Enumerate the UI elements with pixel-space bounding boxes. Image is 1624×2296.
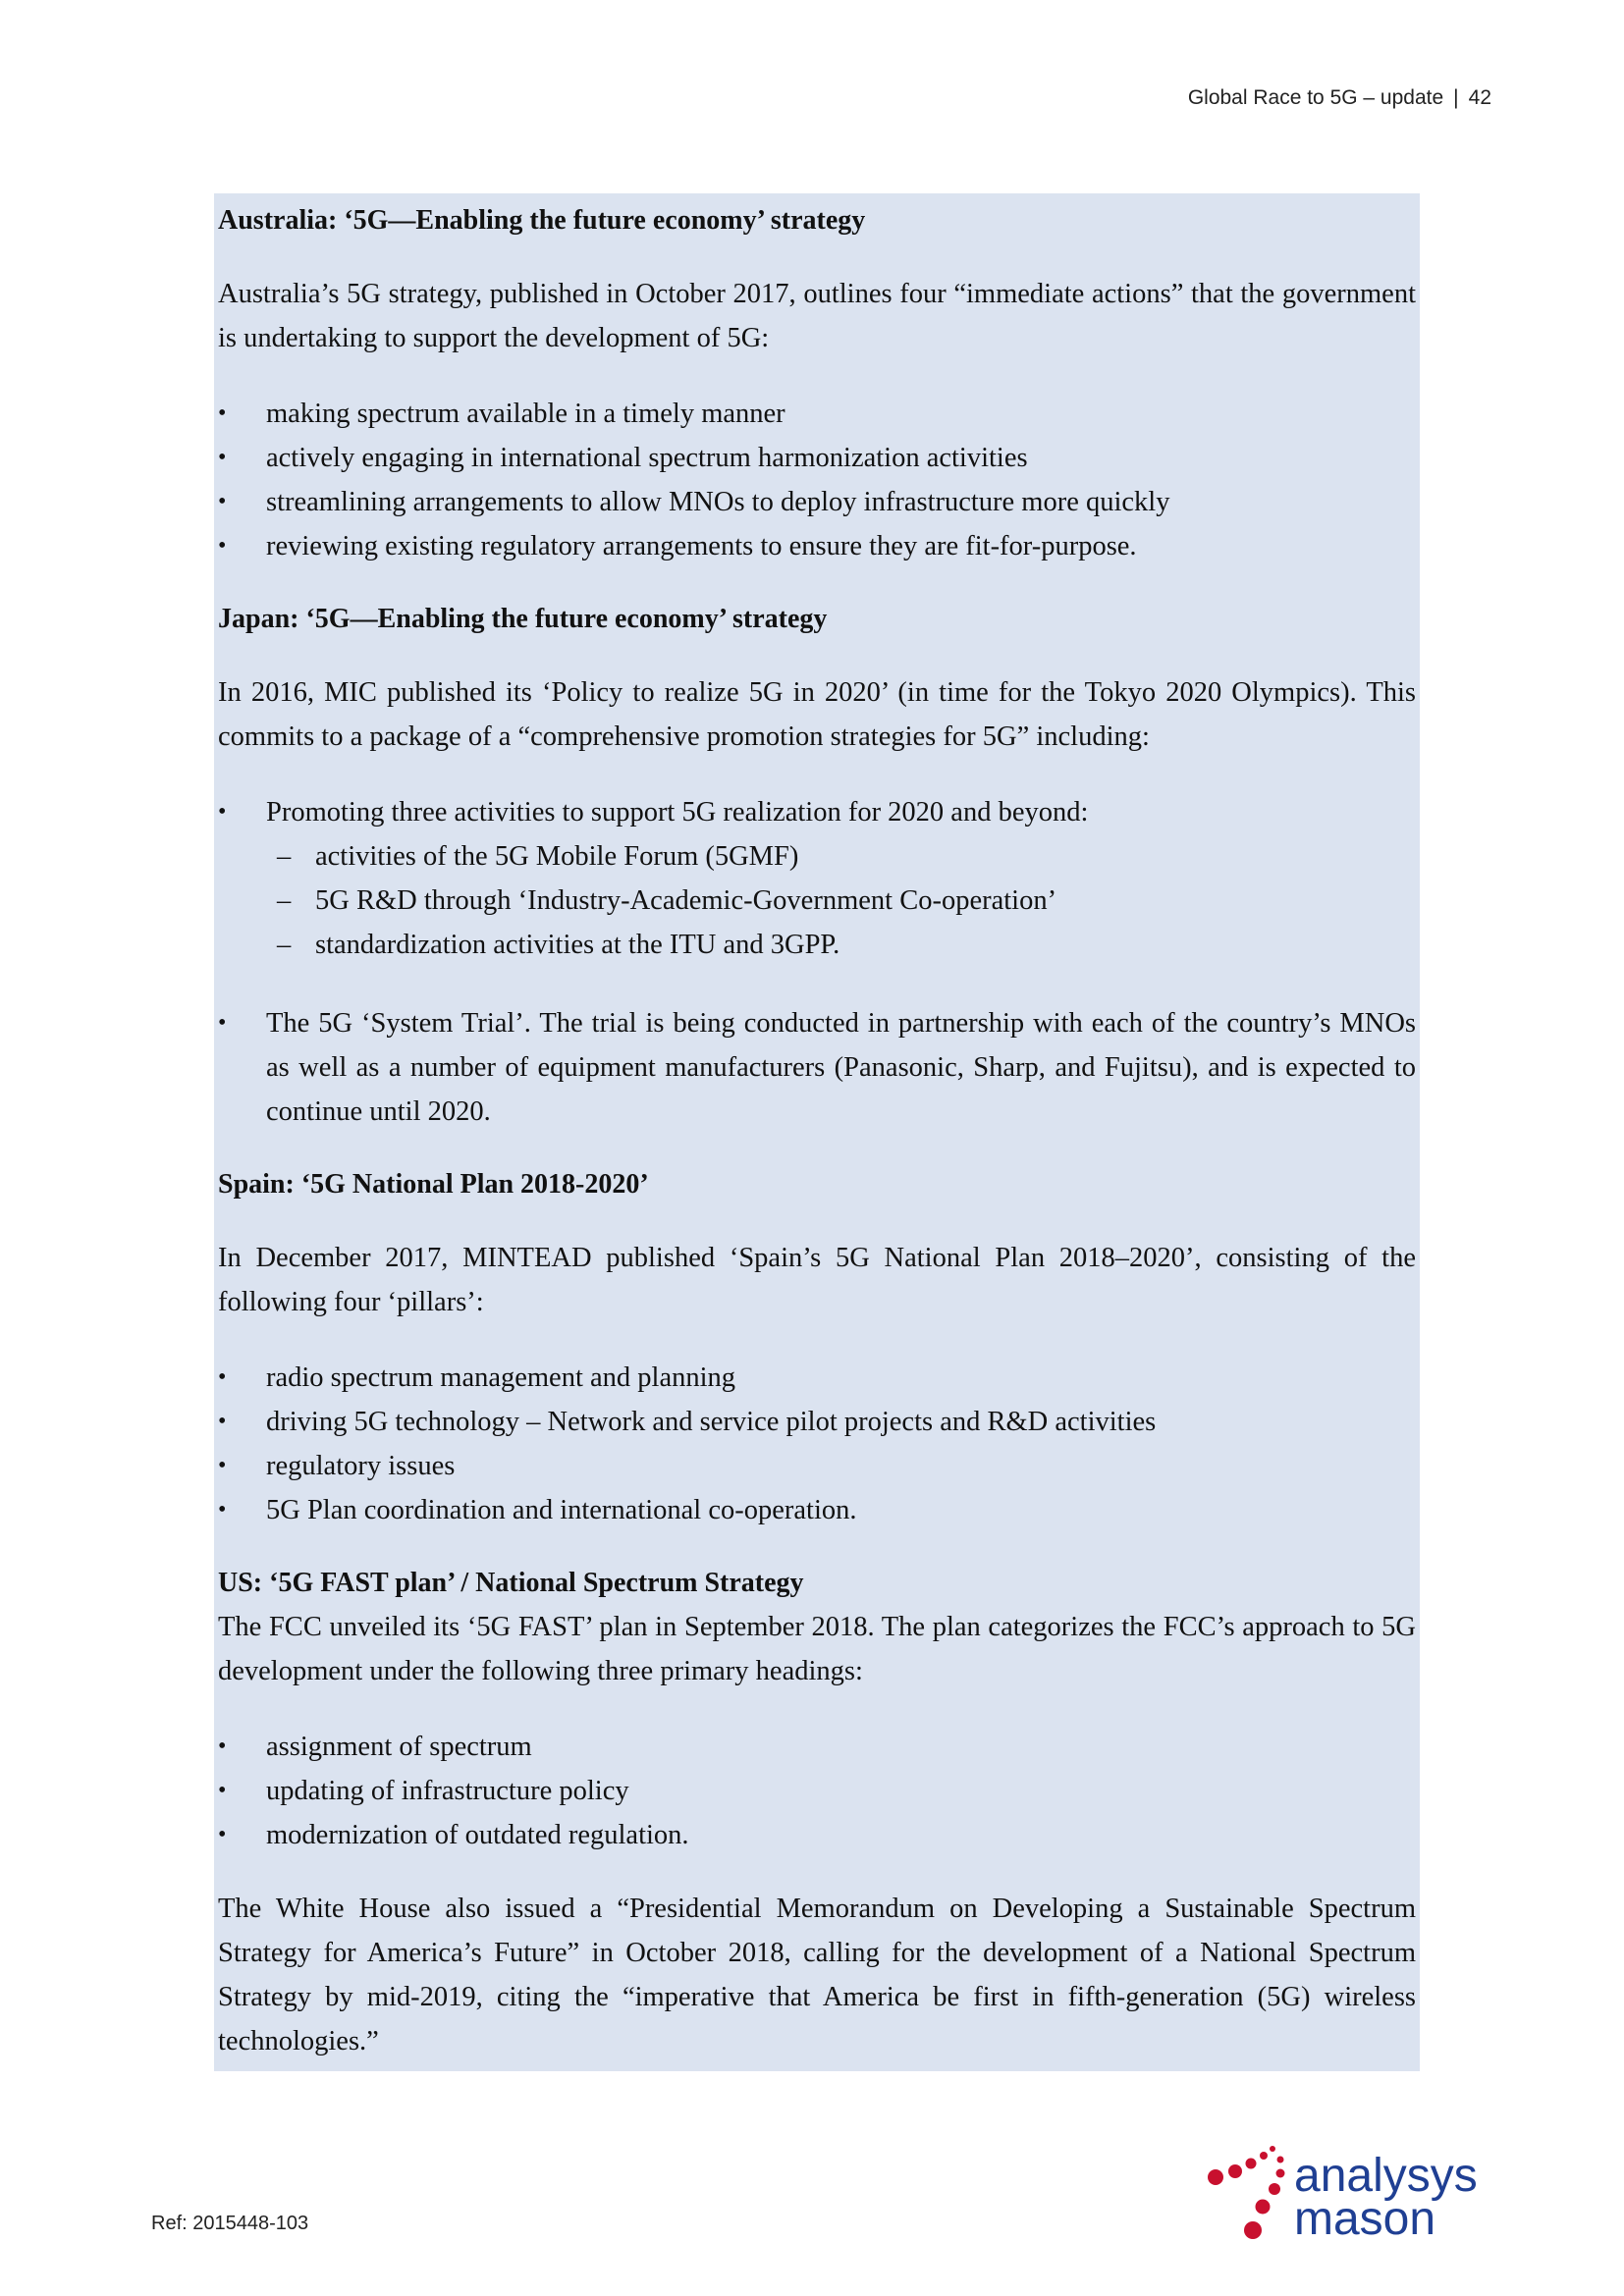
australia-bullet-list (218, 392, 1416, 568)
us-bullet-list (218, 1725, 1416, 1857)
australia-heading: Australia: ‘5G—Enabling the future economy’ strategy (218, 205, 866, 236)
analysys-mason-logo (1206, 2140, 1520, 2248)
sub-list-item: – 5G R&D through ‘Industry-Academic-Government Co-operation’ (218, 879, 1416, 923)
sub-list-item: – standardization activities at the ITU and 3GPP. (218, 923, 1416, 967)
us-heading: US: ‘5G FAST plan’ / National Spectrum Strategy (218, 1568, 804, 1598)
spain-section (218, 1163, 1416, 1532)
list-item: • regulatory issues (218, 1444, 1416, 1488)
spain-intro: In December 2017, MINTEAD published ‘Spain’s 5G National Plan 2018–2020’, consisting of the following four ‘pillars’: (218, 1243, 1416, 1317)
page-number: 42 (1468, 86, 1491, 109)
list-item: • making spectrum available in a timely manner (218, 392, 1416, 436)
running-header (1188, 86, 1491, 110)
list-item: • radio spectrum management and planning (218, 1356, 1416, 1400)
list-item: • assignment of spectrum (218, 1725, 1416, 1769)
logo-dot (1260, 2152, 1268, 2160)
australia-section (218, 199, 1416, 568)
logo-dot (1276, 2169, 1285, 2178)
japan-heading: Japan: ‘5G—Enabling the future economy’ strategy (218, 604, 828, 634)
reference-number: Ref: 2015448-103 (151, 2213, 309, 2234)
logo-dot (1277, 2157, 1284, 2163)
us-closing-paragraph: The White House also issued a “Presidential Memorandum on Developing a Sustainable Spectrum Strategy for America’s Future” in October 2018, calling for the development of a National Spectrum Strategy by mid-2019, citing the “imperative that America be first in fifth-generation (5G) wireless technologies.” (218, 1894, 1416, 2056)
country-strategies-box (214, 193, 1420, 2071)
logo-dot (1246, 2159, 1257, 2169)
logo-dot (1208, 2169, 1223, 2185)
logo-dot-mark (1208, 2146, 1285, 2239)
list-item: • 5G Plan coordination and international co-operation. (218, 1488, 1416, 1532)
logo-dot (1270, 2146, 1275, 2152)
sub-list-item: – activities of the 5G Mobile Forum (5GMF) (218, 834, 1416, 879)
us-section (218, 1562, 1416, 2063)
logo-text-analysys: analysys (1294, 2150, 1478, 2202)
spain-bullet-list (218, 1356, 1416, 1532)
list-item: • Promoting three activities to support 5G realization for 2020 and beyond: (218, 790, 1416, 834)
logo-dot (1228, 2164, 1242, 2178)
logo-dot (1269, 2183, 1280, 2195)
logo-text-mason: mason (1294, 2193, 1436, 2245)
list-item: • The 5G ‘System Trial’. The trial is being conducted in partnership with each of the country’s MNOs as well as a number of equipment manufacturers (Panasonic, Sharp, and Fujitsu), and is expected to continue until 2020. (218, 1001, 1416, 1134)
us-intro: The FCC unveiled its ‘5G FAST’ plan in September 2018. The plan categorizes the FCC’s approach to 5G development under the following three primary headings: (218, 1612, 1416, 1686)
japan-bullet-list-2 (218, 1001, 1416, 1134)
spain-heading: Spain: ‘5G National Plan 2018-2020’ (218, 1169, 649, 1200)
japan-intro: In 2016, MIC published its ‘Policy to realize 5G in 2020’ (in time for the Tokyo 2020 Olympics). This commits to a package of a “comprehensive promotion strategies for 5G” including: (218, 677, 1416, 752)
list-item: • reviewing existing regulatory arrangements to ensure they are fit-for-purpose. (218, 524, 1416, 568)
list-item: • driving 5G technology – Network and service pilot projects and R&D activities (218, 1400, 1416, 1444)
list-item: • actively engaging in international spectrum harmonization activities (218, 436, 1416, 480)
japan-section (218, 598, 1416, 1134)
australia-intro: Australia’s 5G strategy, published in October 2017, outlines four “immediate actions” that the government is undertaking to support the development of 5G: (218, 279, 1416, 353)
list-item: • updating of infrastructure policy (218, 1769, 1416, 1813)
header-separator: | (1453, 86, 1459, 109)
list-item: • modernization of outdated regulation. (218, 1813, 1416, 1857)
list-item: • streamlining arrangements to allow MNOs to deploy infrastructure more quickly (218, 480, 1416, 524)
japan-bullet-list (218, 790, 1416, 967)
header-title: Global Race to 5G – update (1187, 86, 1444, 109)
logo-dot (1256, 2200, 1271, 2215)
logo-dot (1244, 2221, 1262, 2239)
